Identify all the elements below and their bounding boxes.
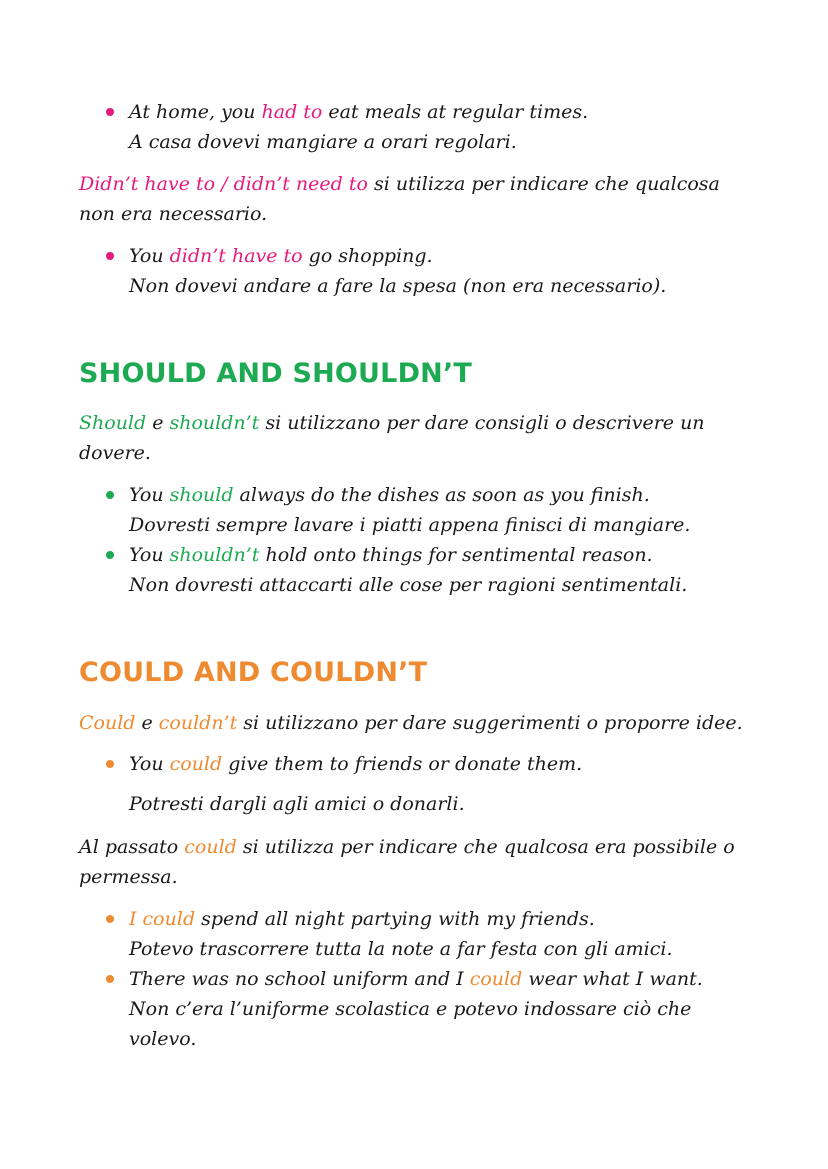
example-sentence: You should always do the dishes as soon as you finish.: [129, 484, 650, 506]
bullet-icon: [106, 760, 114, 768]
paragraph: Al passato could si utilizza per indicare che qualcosa era possibile o permessa.: [79, 836, 735, 888]
translation: Potevo trascorrere tutta la note a far festa con gli amici.: [129, 938, 673, 960]
bullet-icon: [106, 491, 114, 499]
translation: Potresti dargli agli amici o donarli.: [129, 793, 465, 815]
translation: Non dovresti attaccarti alle cose per ragioni sentimentali.: [129, 574, 688, 596]
example-sentence: You didn’t have to go shopping.: [129, 245, 433, 267]
example-sentence: I could spend all night partying with my friends.: [129, 908, 595, 930]
translation: A casa dovevi mangiare a orari regolari.: [129, 131, 517, 153]
list-item: [106, 749, 796, 819]
highlight: Should: [79, 412, 147, 434]
list-item: [106, 904, 796, 964]
translation-continued: volevo.: [129, 1028, 197, 1050]
bullet-icon: [106, 975, 114, 983]
highlight: shouldn’t: [169, 412, 260, 434]
highlight: Didn’t have to: [79, 173, 216, 195]
bullet-icon: [106, 252, 114, 260]
highlight: Could: [79, 712, 136, 734]
example-sentence: There was no school uniform and I could wear what I want.: [129, 968, 703, 990]
highlight: should: [169, 484, 234, 506]
highlight: could: [184, 836, 237, 858]
list-item: [106, 97, 796, 157]
list-item: [106, 540, 796, 600]
example-sentence: You shouldn’t hold onto things for sentimental reason.: [129, 544, 653, 566]
paragraph: Could e couldn’t si utilizzano per dare suggerimenti o proporre idee.: [79, 712, 743, 734]
highlight: had to: [261, 101, 323, 123]
section-title-should: SHOULD AND SHOULDN’T: [79, 358, 473, 389]
translation: Dovresti sempre lavare i piatti appena finisci di mangiare.: [129, 514, 691, 536]
bullet-icon: [106, 915, 114, 923]
highlight: shouldn’t: [169, 544, 260, 566]
paragraph: Should e shouldn’t si utilizzano per dare consigli o descrivere un dovere.: [79, 412, 705, 464]
highlight: I could: [129, 908, 196, 930]
translation: Non c’era l’uniforme scolastica e potevo indossare ciò che: [129, 998, 692, 1020]
section-title-could: COULD AND COULDN’T: [79, 657, 428, 688]
list-item: [106, 964, 796, 1054]
highlight: didn’t have to: [169, 245, 303, 267]
example-sentence: You could give them to friends or donate them.: [129, 753, 583, 775]
paragraph: Didn’t have to / didn’t need to si utilizza per indicare che qualcosa non era necessario.: [79, 173, 720, 225]
list-item: [106, 241, 796, 301]
highlight: could: [469, 968, 523, 990]
highlight: didn’t need to: [233, 173, 368, 195]
translation: Non dovevi andare a fare la spesa (non era necessario).: [129, 275, 667, 297]
example-sentence: At home, you had to eat meals at regular times.: [129, 101, 589, 123]
bullet-icon: [106, 108, 114, 116]
highlight: couldn’t: [158, 712, 238, 734]
bullet-icon: [106, 551, 114, 559]
list-item: [106, 480, 796, 540]
highlight: could: [169, 753, 223, 775]
